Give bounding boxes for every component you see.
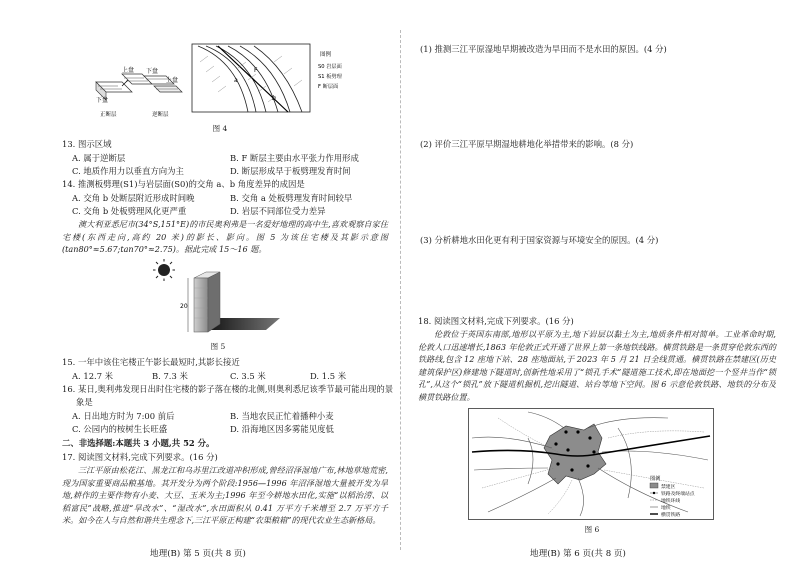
q13-option-d[interactable]: D. 断层形成早于板劈理发育时间 [230, 166, 351, 176]
legend-crossrail: 横贯铁路 [661, 513, 681, 518]
q13-option-a[interactable]: A. 属于逆断层 [72, 153, 126, 163]
label-hanging-wall-1: 上盘 [122, 67, 135, 74]
q14-option-a[interactable]: A. 交角 b 处断层附近形成时间晚 [72, 193, 195, 203]
question-17-stem: 17. 阅读图文材料,完成下列要求。(16 分) [62, 452, 218, 462]
question-17-part-1: (1) 推测三江平原湿地早期被改造为旱田而不是水田的原因。(4 分) [420, 44, 667, 54]
page-footer-left: 地理(B) 第 5 页(共 8 页) [150, 549, 246, 559]
figure-4-caption: 图 4 [212, 124, 228, 133]
question-18-stem: 18. 阅读图文材料,完成下列要求。(16 分) [418, 316, 574, 326]
building-front [194, 278, 208, 332]
question-17-material: 三江平原由松花江、黑龙江和乌苏里江改道冲积形成,曾经沼泽湿地广布,林地草地荒密,现为国家重要商品粮基地。其开发分为两个阶段:1956—1996 年沼泽湿地大量被开发为旱地,耕作的主要作物有小麦、大豆、玉米为主;1996 年至今耕地水田化,实施“以稻治涝、以稻富民”战略,推进“旱改水”、“湿改水”,水田面积从 0.41 万平方千米增至 2.7 万平方千米。如今在人与自然和谐共生理念下,三江平原正构建“农渠粮箱”的现代农业生态新格局。 [62, 465, 388, 526]
label-foot-wall-1: 下盘 [96, 97, 109, 104]
question-14-stem: 14. 推测板劈理(S1)与岩层面(S0)的交角 a、b 角度差异的成因是 [62, 179, 305, 189]
legend-s1: S1 板劈理 [318, 74, 342, 80]
q16-option-a[interactable]: A. 日出地方时为 7:00 前后 [72, 411, 175, 421]
legend-s0: S0 岩层面 [318, 64, 342, 70]
legend-subway-ring: 地铁环线 [661, 499, 681, 504]
page-footer-right: 地理(B) 第 6 页(共 8 页) [530, 549, 626, 559]
legend-title: 图例 [320, 52, 332, 58]
question-16-stem-line1: 16. 某日,奥利弗发现日出时住宅楼的影子落在楼的北侧,则奥利悉尼该季节最可能出现的景 [62, 384, 394, 394]
legend-station: 铁路及终端站点 [661, 492, 695, 497]
fold-cross-section [192, 44, 310, 112]
q13-option-c[interactable]: C. 地质作用力以垂直方向为主 [72, 166, 184, 176]
question-18-material: 伦敦位于英国东南部,地形以平原为主,地下岩层以黏土为主,地质条件相对简单。工业革命时期,伦敦人口迅速增长,1863 年伦敦正式开通了世界上第一条地铁线路。横贯铁路是一条贯穿伦敦东西的铁路线,包含 12 座地下站、28 座地面站,于 2023 年 5 月 21 日全线贯通。横贯铁路在禁建区(历史建筑保护区)修建地下隧道时,创新性地采用了“锁孔手术”隧道施工技术,即在地面挖一个竖井当作“锁孔”,从这个“锁孔”放下隧道机掘机,挖出隧道、站台等地下空间。图 6 示意伦敦铁路、地铁的分布及横贯铁路位置。 [418, 329, 776, 402]
building-side [208, 272, 220, 332]
reverse-fault-diagram [144, 67, 182, 118]
q15-option-a[interactable]: A. 12.7 米 [72, 371, 114, 381]
legend-title-6: 图例 [650, 476, 661, 482]
building-height-label: 20 [180, 303, 188, 310]
section-2-heading: 二、非选择题:本题共 3 小题,共 52 分。 [62, 438, 215, 448]
legend-subway: 地铁 [661, 506, 671, 511]
svg-text:b: b [272, 95, 276, 102]
sun-icon [153, 259, 175, 281]
figure-4-legend [318, 50, 343, 90]
q16-option-b[interactable]: B. 当地农民正忙着播种小麦 [230, 411, 334, 421]
svg-text:F: F [254, 67, 258, 74]
question-16-stem-line2: 象是 [76, 397, 93, 407]
normal-fault-diagram [96, 66, 152, 118]
q14-option-b[interactable]: B. 交角 a 处板劈理发育时间较早 [230, 193, 353, 203]
q15-option-c[interactable]: C. 3.5 米 [230, 371, 266, 381]
q15-option-b[interactable]: B. 7.3 米 [152, 371, 188, 381]
question-13-stem: 13. 图示区域 [62, 139, 112, 149]
label-normal-fault: 正断层 [100, 112, 117, 118]
label-foot-wall-2: 下盘 [146, 68, 159, 75]
legend-f: F 断层面 [318, 84, 339, 90]
question-17-part-3: (3) 分析耕地水田化更有利于国家资源与环境安全的原因。(4 分) [420, 235, 659, 245]
legend-restricted-zone: 禁建区 [661, 485, 676, 490]
question-15-stem: 15. 一年中该住宅楼正午影长最短时,其影长接近 [62, 357, 240, 367]
q14-option-c[interactable]: C. 交角 b 处板劈理风化更严重 [72, 206, 187, 216]
question-17-part-2: (2) 评价三江平原早期湿地耕地化举措带来的影响。(8 分) [420, 139, 634, 149]
figure-5 [150, 258, 300, 338]
figure-6-london-map [468, 408, 714, 520]
q16-option-d[interactable]: D. 沿海地区因多雾能见度低 [230, 424, 334, 434]
material-intro-15-16: 澳大利亚悉尼市(34°S,151°E)的市民奥利弗是一名爱好地理的高中生,喜欢观察自家住宅楼(东西走向,高约 20 米)的影长、影向。图 5 为该住宅楼及其影示意图(tan80°≈5.67;tan70°≈2.75)。据此完成 15～16 题。 [62, 219, 388, 255]
q16-option-c[interactable]: C. 公园内的桉树生长旺盛 [72, 424, 168, 434]
figure-6-caption: 图 6 [584, 525, 600, 534]
figure-5-caption: 图 5 [210, 342, 226, 351]
q13-option-b[interactable]: B. F 断层主要由水平张力作用形成 [230, 153, 359, 163]
label-reverse-fault: 逆断层 [152, 112, 169, 118]
q14-option-d[interactable]: D. 岩层不同部位受力差异 [230, 206, 326, 216]
figure-4 [88, 42, 378, 128]
q15-option-d[interactable]: D. 1.5 米 [310, 371, 347, 381]
label-hanging-wall-2: 上盘 [166, 77, 179, 84]
svg-text:a: a [234, 77, 238, 84]
page-right [400, 0, 800, 579]
